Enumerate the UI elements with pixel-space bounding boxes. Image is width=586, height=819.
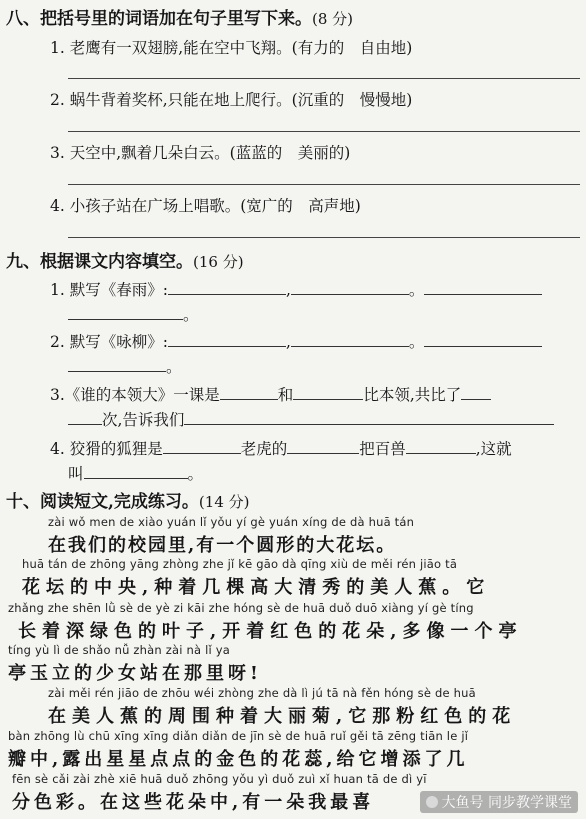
answer-line[interactable] — [68, 237, 580, 238]
section-9-q3-line2: 次,告诉我们 — [68, 408, 554, 430]
pinyin-line: zhǎng zhe shēn lǜ sè de yè zi kāi zhe hóng sè de huā duǒ duō xiàng yí gè tíng — [8, 601, 474, 615]
blank[interactable] — [68, 305, 183, 320]
section-10-title: 十、阅读短文,完成练习。(14 分) — [6, 492, 250, 512]
pinyin-line: zài měi rén jiāo de zhōu wéi zhòng zhe dà lì jú tā nà fěn hóng sè de huā — [48, 686, 476, 700]
blank[interactable] — [168, 332, 286, 347]
blank[interactable] — [168, 280, 286, 295]
section-9-q1: 1. 默写《春雨》: , 。 — [50, 278, 542, 300]
section-9-q4-line2: 叫 。 — [68, 465, 204, 483]
blank[interactable] — [424, 280, 542, 295]
watermark: 大鱼号 同步教学课堂 — [420, 791, 578, 813]
blank[interactable] — [163, 439, 241, 454]
section-9-q1-line2: 。 — [68, 303, 199, 325]
section-9-title: 九、根据课文内容填空。(16 分) — [6, 252, 244, 272]
passage-line: 分色彩。在这些花朵中,有一朵我最喜 — [12, 792, 375, 813]
blank[interactable] — [84, 464, 188, 479]
pinyin-line: tíng yù lì de shǎo nǚ zhàn zài nà lǐ ya — [8, 643, 230, 657]
section-8-item-2: 2. 蜗牛背着奖杯,只能在地上爬行。(沉重的 慢慢地) — [50, 91, 413, 109]
answer-line[interactable] — [68, 184, 580, 185]
blank[interactable] — [293, 385, 363, 400]
passage-line: 在我们的校园里,有一个圆形的大花坛。 — [48, 535, 397, 556]
blank[interactable] — [406, 439, 476, 454]
blank[interactable] — [291, 280, 409, 295]
blank[interactable] — [220, 385, 278, 400]
section-9-q3: 3.《谁的本领大》一课是 和 比本领,共比了 — [50, 383, 491, 405]
passage-line: 亭玉立的少女站在那里呀! — [8, 663, 262, 684]
pinyin-line: huā tán de zhōng yāng zhòng zhe jǐ kē gāo dà qīng xiù de měi rén jiāo tā — [22, 557, 458, 571]
section-9-q2: 2. 默写《咏柳》: , 。 — [50, 330, 542, 352]
blank[interactable] — [291, 332, 409, 347]
answer-line[interactable] — [68, 131, 580, 132]
watermark-logo-icon — [426, 796, 438, 808]
blank[interactable] — [424, 332, 542, 347]
passage-line: 在美人蕉的周围种着大丽菊,它那粉红色的花 — [48, 706, 517, 727]
section-9-q4: 4. 狡猾的狐狸是 老虎的 把百兽 ,这就 — [50, 440, 512, 458]
blank[interactable] — [184, 410, 554, 425]
pinyin-line: fēn sè cǎi zài zhè xiē huā duǒ zhōng yǒu yì duǒ zuì xǐ huan tā de dì yī — [12, 772, 427, 786]
section-8-item-1: 1. 老鹰有一双翅膀,能在空中飞翔。(有力的 自由地) — [50, 39, 413, 57]
blank[interactable] — [68, 410, 102, 425]
blank[interactable] — [68, 357, 166, 372]
section-8-title: 八、把括号里的词语加在句子里写下来。(8 分) — [6, 9, 354, 29]
answer-line[interactable] — [68, 78, 580, 79]
section-8-item-3: 3. 天空中,飘着几朵白云。(蓝蓝的 美丽的) — [50, 144, 351, 162]
passage-line: 瓣中,露出星星点点的金色的花蕊,给它增添了几 — [8, 749, 469, 770]
section-8-item-4: 4. 小孩子站在广场上唱歌。(宽广的 高声地) — [50, 197, 361, 215]
blank[interactable] — [287, 439, 359, 454]
passage-line: 花坛的中央,种着几棵高大清秀的美人蕉。它 — [22, 577, 491, 598]
passage-line: 长着深绿色的叶子,开着红色的花朵,多像一个亭 — [18, 621, 523, 642]
blank[interactable] — [461, 385, 491, 400]
section-9-q2-line2: 。 — [68, 355, 182, 377]
pinyin-line: bàn zhōng lù chū xīng xīng diǎn diǎn de jīn sè de huā ruǐ gěi tā zēng tiān le jǐ — [8, 729, 469, 743]
pinyin-line: zài wǒ men de xiào yuán lǐ yǒu yí gè yuán xíng de dà huā tán — [48, 515, 415, 529]
